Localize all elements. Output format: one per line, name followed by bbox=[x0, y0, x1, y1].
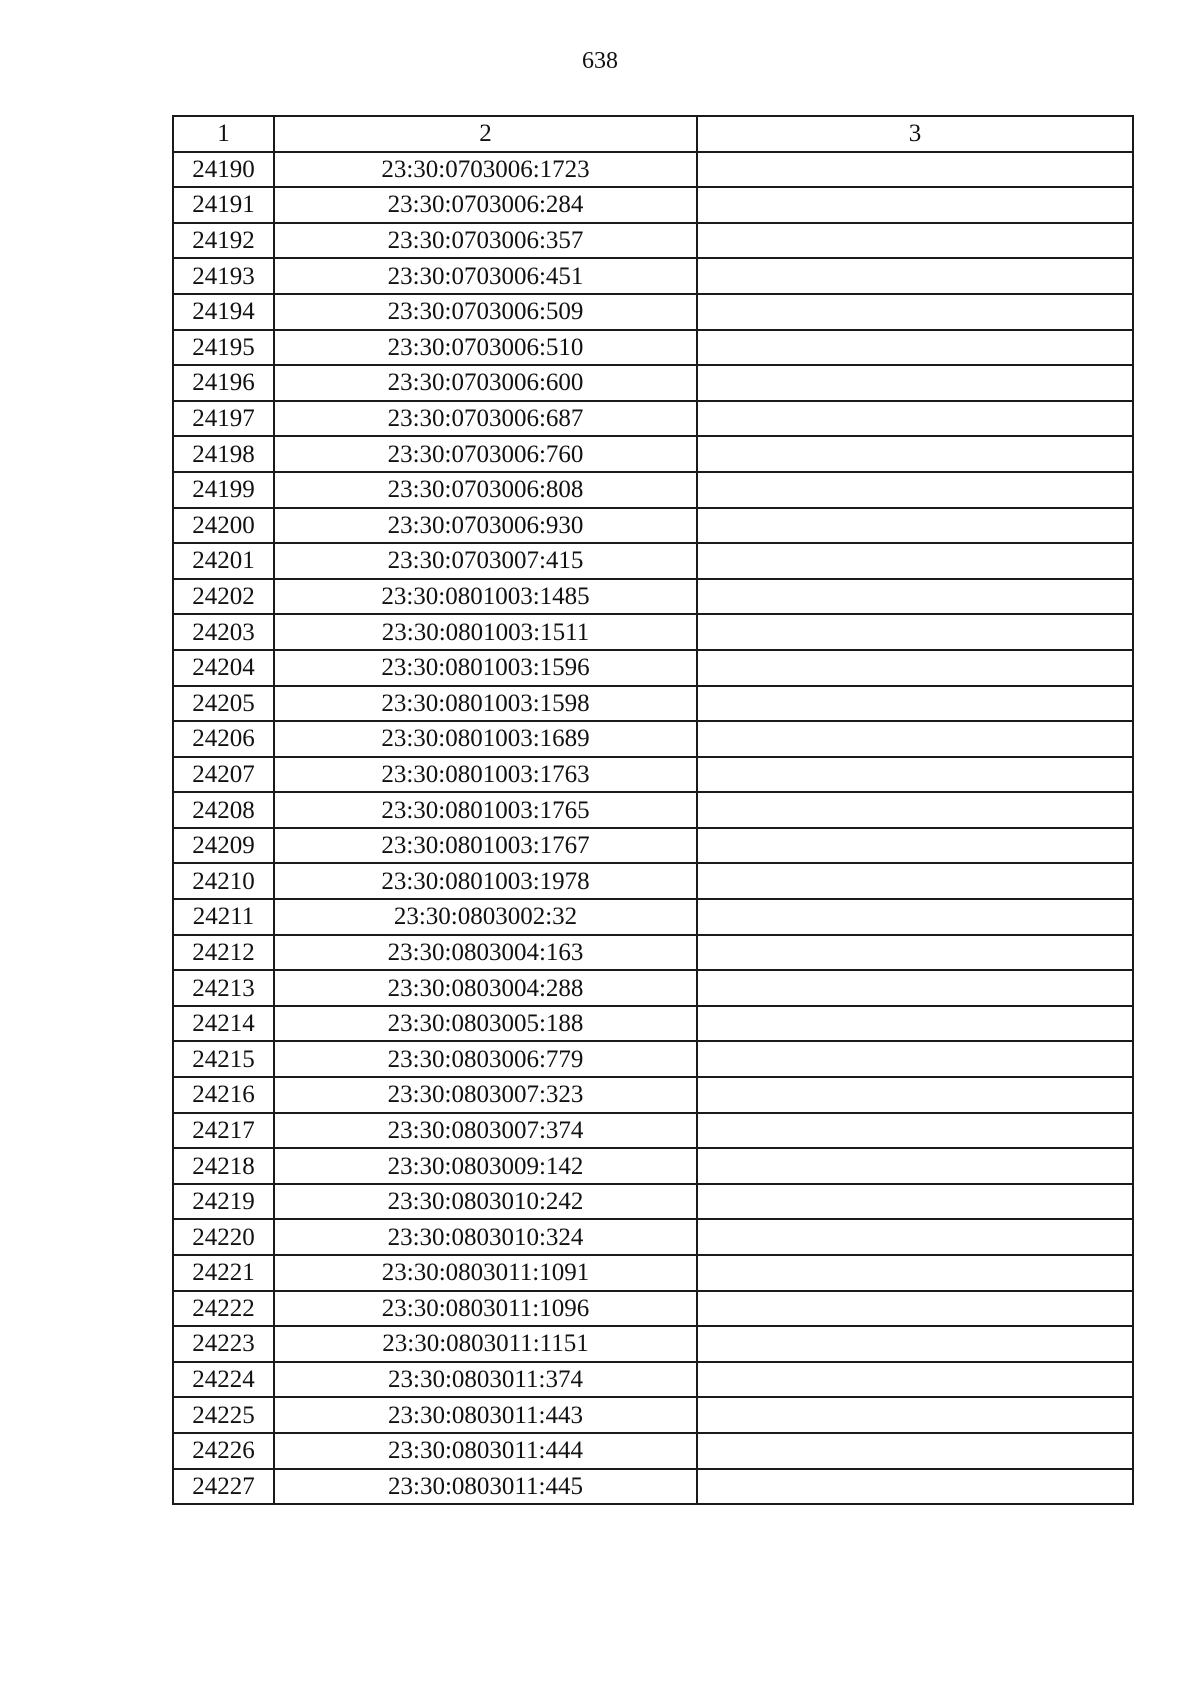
table-row bbox=[173, 1077, 1133, 1113]
row-number-cell: 24221 bbox=[173, 1255, 274, 1291]
table-body bbox=[173, 152, 1133, 1505]
cadastral-number-cell: 23:30:0801003:1511 bbox=[274, 614, 697, 650]
cadastral-number-cell: 23:30:0703006:284 bbox=[274, 187, 697, 223]
row-number-cell: 24219 bbox=[173, 1184, 274, 1220]
row-number-cell: 24207 bbox=[173, 757, 274, 793]
table-row bbox=[173, 258, 1133, 294]
table-row bbox=[173, 365, 1133, 401]
table-row bbox=[173, 935, 1133, 971]
cadastral-number-cell: 23:30:0803011:1096 bbox=[274, 1291, 697, 1327]
table-row bbox=[173, 1433, 1133, 1469]
row-number-cell: 24214 bbox=[173, 1006, 274, 1042]
row-number-cell: 24217 bbox=[173, 1113, 274, 1149]
row-number-cell: 24222 bbox=[173, 1291, 274, 1327]
row-number-cell: 24199 bbox=[173, 472, 274, 508]
row-number-cell: 24203 bbox=[173, 614, 274, 650]
cadastral-number-cell: 23:30:0703006:357 bbox=[274, 223, 697, 259]
note-cell bbox=[697, 436, 1133, 472]
cadastral-number-cell: 23:30:0803011:444 bbox=[274, 1433, 697, 1469]
note-cell bbox=[697, 1291, 1133, 1327]
cadastral-number-cell: 23:30:0801003:1978 bbox=[274, 863, 697, 899]
header-cell-column-2: 2 bbox=[274, 116, 697, 152]
table-row bbox=[173, 187, 1133, 223]
table-row bbox=[173, 401, 1133, 437]
cadastral-register-table bbox=[172, 115, 1134, 1505]
table-row bbox=[173, 721, 1133, 757]
row-number-cell: 24225 bbox=[173, 1397, 274, 1433]
table-row bbox=[173, 828, 1133, 864]
cadastral-number-cell: 23:30:0801003:1485 bbox=[274, 579, 697, 615]
table-row bbox=[173, 223, 1133, 259]
note-cell bbox=[697, 686, 1133, 722]
cadastral-number-cell: 23:30:0803010:242 bbox=[274, 1184, 697, 1220]
note-cell bbox=[697, 1184, 1133, 1220]
page-number: 638 bbox=[582, 48, 618, 74]
row-number-cell: 24226 bbox=[173, 1433, 274, 1469]
cadastral-number-cell: 23:30:0703006:687 bbox=[274, 401, 697, 437]
table-row bbox=[173, 1113, 1133, 1149]
row-number-cell: 24205 bbox=[173, 686, 274, 722]
note-cell bbox=[697, 1077, 1133, 1113]
note-cell bbox=[697, 1006, 1133, 1042]
cadastral-number-cell: 23:30:0703006:808 bbox=[274, 472, 697, 508]
table-row bbox=[173, 1006, 1133, 1042]
cadastral-number-cell: 23:30:0801003:1763 bbox=[274, 757, 697, 793]
note-cell bbox=[697, 1148, 1133, 1184]
table-row bbox=[173, 1255, 1133, 1291]
cadastral-number-cell: 23:30:0801003:1596 bbox=[274, 650, 697, 686]
table-row bbox=[173, 1041, 1133, 1077]
note-cell bbox=[697, 223, 1133, 259]
note-cell bbox=[697, 1041, 1133, 1077]
row-number-cell: 24200 bbox=[173, 508, 274, 544]
header-cell-column-3: 3 bbox=[697, 116, 1133, 152]
cadastral-number-cell: 23:30:0803004:288 bbox=[274, 970, 697, 1006]
note-cell bbox=[697, 792, 1133, 828]
cadastral-number-cell: 23:30:0803011:445 bbox=[274, 1469, 697, 1505]
cadastral-number-cell: 23:30:0803005:188 bbox=[274, 1006, 697, 1042]
note-cell bbox=[697, 472, 1133, 508]
row-number-cell: 24190 bbox=[173, 152, 274, 188]
note-cell bbox=[697, 330, 1133, 366]
row-number-cell: 24208 bbox=[173, 792, 274, 828]
cadastral-number-cell: 23:30:0803002:32 bbox=[274, 899, 697, 935]
table-row bbox=[173, 436, 1133, 472]
row-number-cell: 24220 bbox=[173, 1219, 274, 1255]
row-number-cell: 24209 bbox=[173, 828, 274, 864]
note-cell bbox=[697, 1219, 1133, 1255]
cadastral-number-cell: 23:30:0703006:600 bbox=[274, 365, 697, 401]
row-number-cell: 24212 bbox=[173, 935, 274, 971]
header-row bbox=[173, 116, 1133, 152]
row-number-cell: 24215 bbox=[173, 1041, 274, 1077]
cadastral-number-cell: 23:30:0803007:323 bbox=[274, 1077, 697, 1113]
table-row bbox=[173, 899, 1133, 935]
table-row bbox=[173, 579, 1133, 615]
cadastral-number-cell: 23:30:0703006:509 bbox=[274, 294, 697, 330]
cadastral-number-cell: 23:30:0801003:1689 bbox=[274, 721, 697, 757]
cadastral-number-cell: 23:30:0703007:415 bbox=[274, 543, 697, 579]
row-number-cell: 24204 bbox=[173, 650, 274, 686]
cadastral-number-cell: 23:30:0803011:1091 bbox=[274, 1255, 697, 1291]
table-row bbox=[173, 508, 1133, 544]
row-number-cell: 24195 bbox=[173, 330, 274, 366]
table-header bbox=[173, 116, 1133, 152]
cadastral-number-cell: 23:30:0703006:451 bbox=[274, 258, 697, 294]
row-number-cell: 24193 bbox=[173, 258, 274, 294]
table-row bbox=[173, 472, 1133, 508]
note-cell bbox=[697, 294, 1133, 330]
table-row bbox=[173, 650, 1133, 686]
table-row bbox=[173, 543, 1133, 579]
note-cell bbox=[697, 579, 1133, 615]
row-number-cell: 24197 bbox=[173, 401, 274, 437]
note-cell bbox=[697, 757, 1133, 793]
note-cell bbox=[697, 721, 1133, 757]
note-cell bbox=[697, 187, 1133, 223]
table-row bbox=[173, 1219, 1133, 1255]
table-row bbox=[173, 686, 1133, 722]
cadastral-number-cell: 23:30:0703006:930 bbox=[274, 508, 697, 544]
table-row bbox=[173, 757, 1133, 793]
note-cell bbox=[697, 543, 1133, 579]
note-cell bbox=[697, 152, 1133, 188]
note-cell bbox=[697, 650, 1133, 686]
note-cell bbox=[697, 970, 1133, 1006]
note-cell bbox=[697, 1326, 1133, 1362]
note-cell bbox=[697, 935, 1133, 971]
note-cell bbox=[697, 828, 1133, 864]
table-row bbox=[173, 1326, 1133, 1362]
cadastral-number-cell: 23:30:0801003:1767 bbox=[274, 828, 697, 864]
row-number-cell: 24211 bbox=[173, 899, 274, 935]
note-cell bbox=[697, 1433, 1133, 1469]
note-cell bbox=[697, 1469, 1133, 1505]
row-number-cell: 24206 bbox=[173, 721, 274, 757]
note-cell bbox=[697, 1255, 1133, 1291]
row-number-cell: 24194 bbox=[173, 294, 274, 330]
row-number-cell: 24202 bbox=[173, 579, 274, 615]
table-row bbox=[173, 863, 1133, 899]
cadastral-number-cell: 23:30:0803011:374 bbox=[274, 1362, 697, 1398]
note-cell bbox=[697, 508, 1133, 544]
table-row bbox=[173, 1469, 1133, 1505]
table-row bbox=[173, 614, 1133, 650]
cadastral-number-cell: 23:30:0803007:374 bbox=[274, 1113, 697, 1149]
cadastral-number-cell: 23:30:0703006:1723 bbox=[274, 152, 697, 188]
table-row bbox=[173, 294, 1133, 330]
note-cell bbox=[697, 1397, 1133, 1433]
table-row bbox=[173, 1184, 1133, 1220]
header-cell-column-1: 1 bbox=[173, 116, 274, 152]
note-cell bbox=[697, 899, 1133, 935]
note-cell bbox=[697, 1362, 1133, 1398]
cadastral-number-cell: 23:30:0803009:142 bbox=[274, 1148, 697, 1184]
table-row bbox=[173, 1362, 1133, 1398]
cadastral-number-cell: 23:30:0803011:443 bbox=[274, 1397, 697, 1433]
table-row bbox=[173, 1291, 1133, 1327]
row-number-cell: 24213 bbox=[173, 970, 274, 1006]
note-cell bbox=[697, 401, 1133, 437]
row-number-cell: 24224 bbox=[173, 1362, 274, 1398]
note-cell bbox=[697, 365, 1133, 401]
cadastral-number-cell: 23:30:0803010:324 bbox=[274, 1219, 697, 1255]
note-cell bbox=[697, 1113, 1133, 1149]
row-number-cell: 24223 bbox=[173, 1326, 274, 1362]
note-cell bbox=[697, 863, 1133, 899]
row-number-cell: 24196 bbox=[173, 365, 274, 401]
table-row bbox=[173, 1148, 1133, 1184]
row-number-cell: 24216 bbox=[173, 1077, 274, 1113]
row-number-cell: 24191 bbox=[173, 187, 274, 223]
cadastral-number-cell: 23:30:0803004:163 bbox=[274, 935, 697, 971]
cadastral-number-cell: 23:30:0801003:1765 bbox=[274, 792, 697, 828]
row-number-cell: 24210 bbox=[173, 863, 274, 899]
note-cell bbox=[697, 614, 1133, 650]
cadastral-number-cell: 23:30:0803011:1151 bbox=[274, 1326, 697, 1362]
table-row bbox=[173, 1397, 1133, 1433]
cadastral-number-cell: 23:30:0803006:779 bbox=[274, 1041, 697, 1077]
table-row bbox=[173, 330, 1133, 366]
row-number-cell: 24227 bbox=[173, 1469, 274, 1505]
row-number-cell: 24201 bbox=[173, 543, 274, 579]
table-row bbox=[173, 970, 1133, 1006]
table-row bbox=[173, 792, 1133, 828]
table-row bbox=[173, 152, 1133, 188]
row-number-cell: 24218 bbox=[173, 1148, 274, 1184]
row-number-cell: 24198 bbox=[173, 436, 274, 472]
cadastral-number-cell: 23:30:0703006:510 bbox=[274, 330, 697, 366]
note-cell bbox=[697, 258, 1133, 294]
cadastral-number-cell: 23:30:0801003:1598 bbox=[274, 686, 697, 722]
cadastral-number-cell: 23:30:0703006:760 bbox=[274, 436, 697, 472]
row-number-cell: 24192 bbox=[173, 223, 274, 259]
